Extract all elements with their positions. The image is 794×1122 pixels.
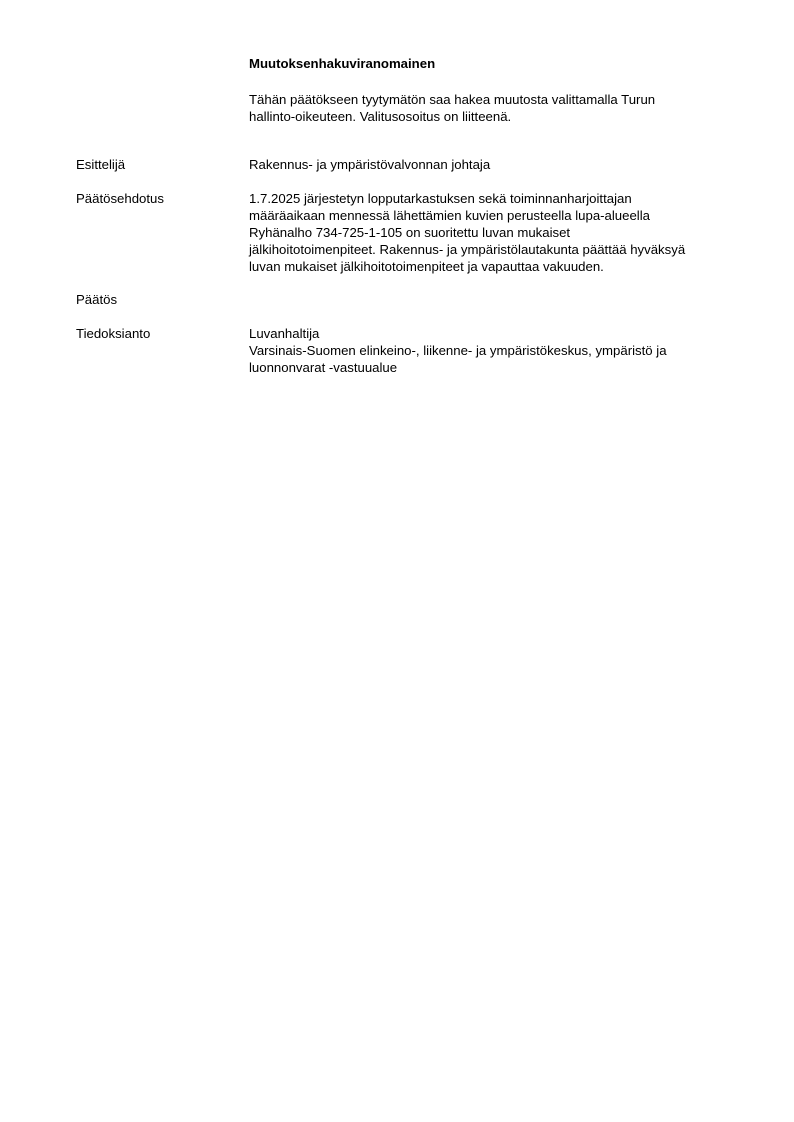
decision-label: Päätös [76, 292, 118, 307]
decision-proposal-value: 1.7.2025 järjestetyn lopputarkastuksen sekä toiminnanharjoittajan määräaikaan mennessä lähettämien kuvien perusteella lupa-alueella Ryhänalho 734-725-1-105 on suoritettu luvan mukaiset jälkihoitotoimenpiteet. Rakennus- ja ympäristölautakunta päättää hyväksyä luvan mukaiset jälkihoitotoimenpiteet ja vapauttaa vakuuden. [249, 191, 686, 274]
decision-proposal-label: Päätösehdotus [76, 191, 164, 206]
appeal-authority-section [249, 55, 749, 125]
presenter-value: Rakennus- ja ympäristövalvonnan johtaja [249, 157, 491, 172]
presenter-label: Esittelijä [76, 157, 126, 172]
appeal-instructions-text: Tähän päätökseen tyytymätön saa hakea muutosta valittamalla Turun hallinto-oikeuteen. Valitusosoitus on liitteenä. [249, 92, 656, 124]
notification-value: Luvanhaltija Varsinais-Suomen elinkeino-, liikenne- ja ympäristökeskus, ympäristö ja luonnonvarat -vastuualue [249, 326, 667, 375]
notification-label: Tiedoksianto [76, 326, 151, 341]
appeal-authority-heading: Muutoksenhakuviranomainen [249, 56, 436, 71]
